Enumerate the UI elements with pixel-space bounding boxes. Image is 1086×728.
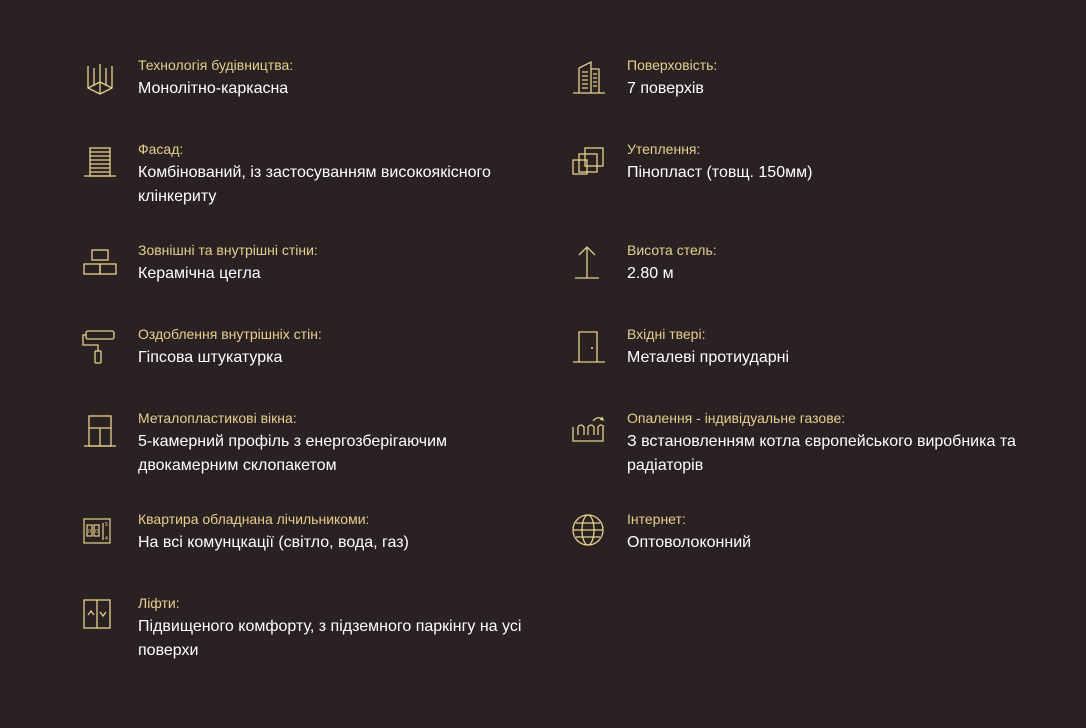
feature-label: Оздоблення внутрішніх стін:: [138, 326, 322, 342]
feature-value: Пінопласт (товщ. 150мм): [627, 164, 813, 181]
heating-radiator-icon: [571, 413, 607, 449]
facade-icon: [82, 144, 118, 180]
door-icon: [571, 329, 607, 365]
feature-label: Висота стель:: [627, 242, 717, 258]
feature-value: 2.80 м: [627, 265, 674, 282]
tall-building-icon: [571, 60, 607, 96]
svg-text:0: 0: [94, 529, 99, 535]
feature-label: Технологія будівництва:: [138, 57, 294, 73]
feature-label: Інтернет:: [627, 511, 686, 527]
feature-label: Поверховість:: [627, 57, 718, 73]
paint-roller-icon: [82, 329, 118, 365]
window-icon: [82, 413, 118, 449]
feature-label: Вхідні твері:: [627, 326, 706, 342]
feature-label: Фасад:: [138, 141, 184, 157]
feature-value: Комбінований, із застосуванням високоякісного клінкериту: [138, 164, 491, 205]
feature-label: Квартира обладнана лічильникоми:: [138, 511, 370, 527]
feature-value: Оптоволоконний: [627, 534, 752, 551]
feature-value: На всі комунцкації (світло, вода, газ): [138, 534, 409, 551]
feature-label: Ліфти:: [138, 595, 180, 611]
svg-text:4: 4: [104, 536, 109, 542]
feature-value: З встановленням котла європейського виробника та радіаторів: [627, 433, 1016, 474]
feature-value: Металеві протиударні: [627, 349, 790, 366]
globe-icon: [571, 514, 607, 550]
feature-value: Підвищеного комфорту, з підземного паркінгу на усі поверхи: [138, 618, 522, 659]
building-frame-icon: [82, 60, 118, 96]
svg-text:5: 5: [104, 522, 109, 528]
meter-icon: [82, 514, 118, 550]
insulation-icon: [571, 144, 607, 180]
feature-value: 7 поверхів: [627, 80, 704, 97]
elevator-icon: [82, 598, 118, 634]
feature-value: Монолітно-каркасна: [138, 80, 289, 97]
feature-label: Металопластикові вікна:: [138, 410, 297, 426]
feature-label: Опалення - індивідуальне газове:: [627, 410, 846, 426]
svg-text:0: 0: [87, 529, 92, 535]
ceiling-height-arrow-icon: [571, 245, 607, 281]
feature-label: Зовнішні та внутрішні стіни:: [138, 242, 318, 258]
feature-label: Утеплення:: [627, 141, 701, 157]
feature-value: 5-камерний профіль з енергозберігаючим двокамерним склопакетом: [138, 433, 448, 474]
bricks-icon: [82, 245, 118, 281]
feature-value: Гіпсова штукатурка: [138, 349, 283, 366]
feature-value: Керамічна цегла: [138, 265, 261, 282]
